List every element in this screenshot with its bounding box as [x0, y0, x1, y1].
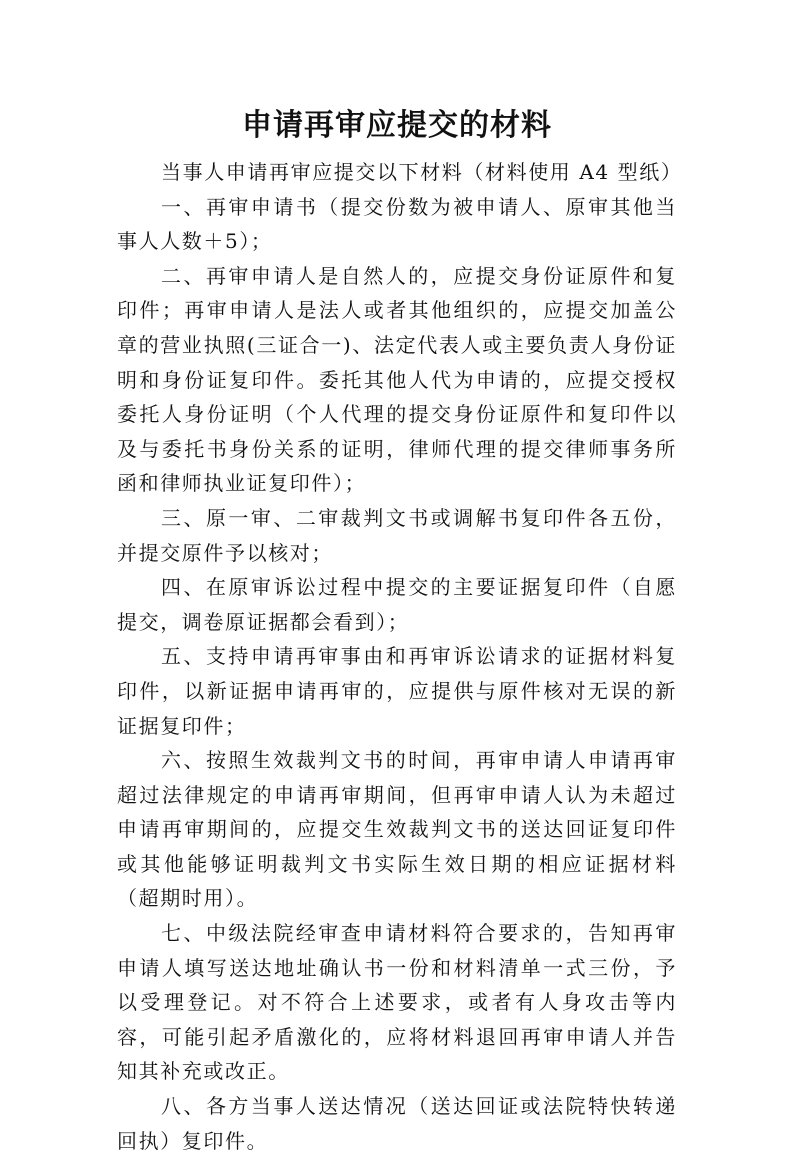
document-title: 申请再审应提交的材料 — [242, 108, 552, 143]
item-paragraph-1: 一、再审申请书（提交份数为被申请人、原审其他当事人人数＋5）； — [117, 194, 677, 254]
item-paragraph-4: 四、在原审诉讼过程中提交的主要证据复印件（自愿提交，调卷原证据都会看到）； — [117, 575, 677, 634]
item-paragraph-8: 八、各方当事人送达情况（送达回证或法院特快转递回执）复印件。 — [117, 1094, 677, 1153]
item-paragraph-3: 三、原一审、二审裁判文书或调解书复印件各五份，并提交原件予以核对； — [117, 505, 677, 565]
item-paragraph-5: 五、支持申请再审事由和再审诉讼请求的证据材料复印件，以新证据申请再审的，应提供与原件核对无误的新证据复印件； — [117, 644, 677, 738]
item-paragraph-6: 六、按照生效裁判文书的时间，再审申请人申请再审超过法律规定的申请再审期间，但再审申请人认为未超过申请再审期间的，应提交生效裁判文书的送达回证复印件或其他能够证明裁判文书实际生效日期的相应证据材料（超期时用）。 — [117, 748, 677, 911]
item-paragraph-2: 二、再审申请人是自然人的，应提交身份证原件和复印件；再审申请人是法人或者其他组织的，应提交加盖公章的营业执照(三证合一)、法定代表人或主要负责人身份证明和身份证复印件。委托其他人代为申请的，应提交授权委托人身份证明（个人代理的提交身份证原件和复印件以及与委托书身份关系的证明，律师代理的提交律师事务所函和律师执业证复印件）； — [117, 263, 677, 496]
intro-paragraph: 当事人申请再审应提交以下材料（材料使用 A4 型纸） — [161, 160, 683, 184]
document-body — [117, 155, 683, 1158]
item-paragraph-7: 七、中级法院经审查申请材料符合要求的，告知再审申请人填写送达地址确认书一份和材料清单一式三份，予以受理登记。对不符合上述要求，或者有人身攻击等内容，可能引起矛盾激化的，应将材料退回再审申请人并告知其补充或改正。 — [117, 921, 677, 1084]
